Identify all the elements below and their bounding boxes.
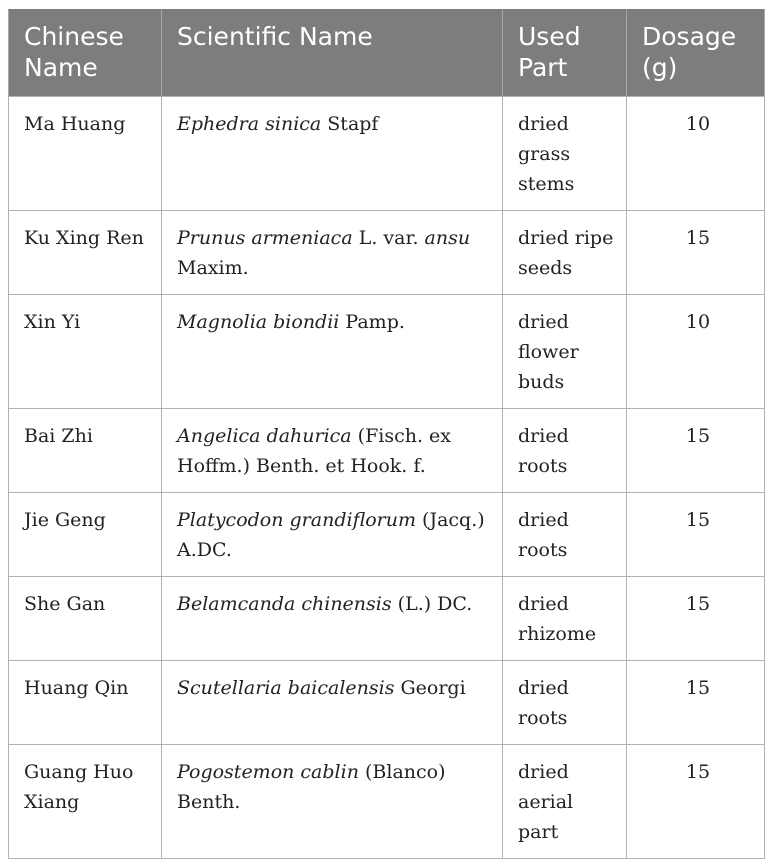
dosage-cell: 10 bbox=[627, 295, 765, 409]
chinese-name-cell: Ku Xing Ren bbox=[9, 211, 162, 295]
table-row bbox=[9, 97, 765, 211]
used-part-cell: dried ripe seeds bbox=[503, 211, 627, 295]
scientific-name-italic: Belamcanda chinensis bbox=[177, 593, 392, 615]
table-row bbox=[9, 661, 765, 745]
header-dosage: Dosage (g) bbox=[627, 9, 765, 97]
table-container bbox=[8, 9, 764, 859]
scientific-name-author: L. var. bbox=[352, 227, 425, 249]
used-part-cell: dried rhizome bbox=[503, 577, 627, 661]
table-row bbox=[9, 295, 765, 409]
scientific-name-cell bbox=[162, 409, 503, 493]
scientific-name-author: Stapf bbox=[321, 113, 379, 135]
scientific-name-author: (Blanco) Benth. bbox=[177, 761, 446, 813]
scientific-name-cell bbox=[162, 295, 503, 409]
table-row bbox=[9, 577, 765, 661]
scientific-name-author: (L.) DC. bbox=[391, 593, 473, 615]
scientific-name-cell bbox=[162, 661, 503, 745]
dosage-cell: 15 bbox=[627, 661, 765, 745]
scientific-name-italic: Prunus armeniaca bbox=[177, 227, 353, 249]
scientific-name-author: Georgi bbox=[394, 677, 466, 699]
chinese-name-cell: Guang Huo Xiang bbox=[9, 745, 162, 859]
dosage-cell: 15 bbox=[627, 577, 765, 661]
scientific-name-cell bbox=[162, 211, 503, 295]
used-part-cell: dried aerial part bbox=[503, 745, 627, 859]
dosage-cell: 15 bbox=[627, 493, 765, 577]
dosage-cell: 15 bbox=[627, 745, 765, 859]
scientific-name-cell bbox=[162, 577, 503, 661]
scientific-name-author: Maxim. bbox=[177, 257, 249, 279]
header-row bbox=[9, 9, 765, 97]
scientific-name-italic: Ephedra sinica bbox=[177, 113, 322, 135]
header-used-part: Used Part bbox=[503, 9, 627, 97]
chinese-name-cell: She Gan bbox=[9, 577, 162, 661]
table-row bbox=[9, 409, 765, 493]
scientific-name-cell bbox=[162, 493, 503, 577]
header-scientific-name: Scientific Name bbox=[162, 9, 503, 97]
chinese-name-cell: Jie Geng bbox=[9, 493, 162, 577]
used-part-cell: dried roots bbox=[503, 409, 627, 493]
scientific-name-author: (Jacq.) A.DC. bbox=[177, 509, 485, 561]
dosage-cell: 15 bbox=[627, 211, 765, 295]
table-row bbox=[9, 493, 765, 577]
chinese-name-cell: Xin Yi bbox=[9, 295, 162, 409]
chinese-name-cell: Ma Huang bbox=[9, 97, 162, 211]
scientific-name-cell bbox=[162, 97, 503, 211]
scientific-name-author: (Fisch. ex Hoffm.) Benth. et Hook. f. bbox=[177, 425, 452, 477]
dosage-cell: 15 bbox=[627, 409, 765, 493]
scientific-name-italic: Pogostemon cablin bbox=[177, 761, 359, 783]
chinese-name-cell: Bai Zhi bbox=[9, 409, 162, 493]
used-part-cell: dried roots bbox=[503, 493, 627, 577]
table-row bbox=[9, 211, 765, 295]
scientific-name-italic: Angelica dahurica bbox=[177, 425, 352, 447]
scientific-name-italic: Magnolia biondii bbox=[177, 311, 340, 333]
chinese-name-cell: Huang Qin bbox=[9, 661, 162, 745]
herb-table bbox=[8, 9, 765, 859]
used-part-cell: dried flower buds bbox=[503, 295, 627, 409]
scientific-name-author: Pamp. bbox=[339, 311, 405, 333]
scientific-name-italic: ansu bbox=[424, 227, 471, 249]
table-row bbox=[9, 745, 765, 859]
used-part-cell: dried grass stems bbox=[503, 97, 627, 211]
scientific-name-italic: Scutellaria baicalensis bbox=[177, 677, 395, 699]
scientific-name-italic: Platycodon grandiflorum bbox=[177, 509, 417, 531]
dosage-cell: 10 bbox=[627, 97, 765, 211]
header-chinese-name: Chinese Name bbox=[9, 9, 162, 97]
used-part-cell: dried roots bbox=[503, 661, 627, 745]
scientific-name-cell bbox=[162, 745, 503, 859]
